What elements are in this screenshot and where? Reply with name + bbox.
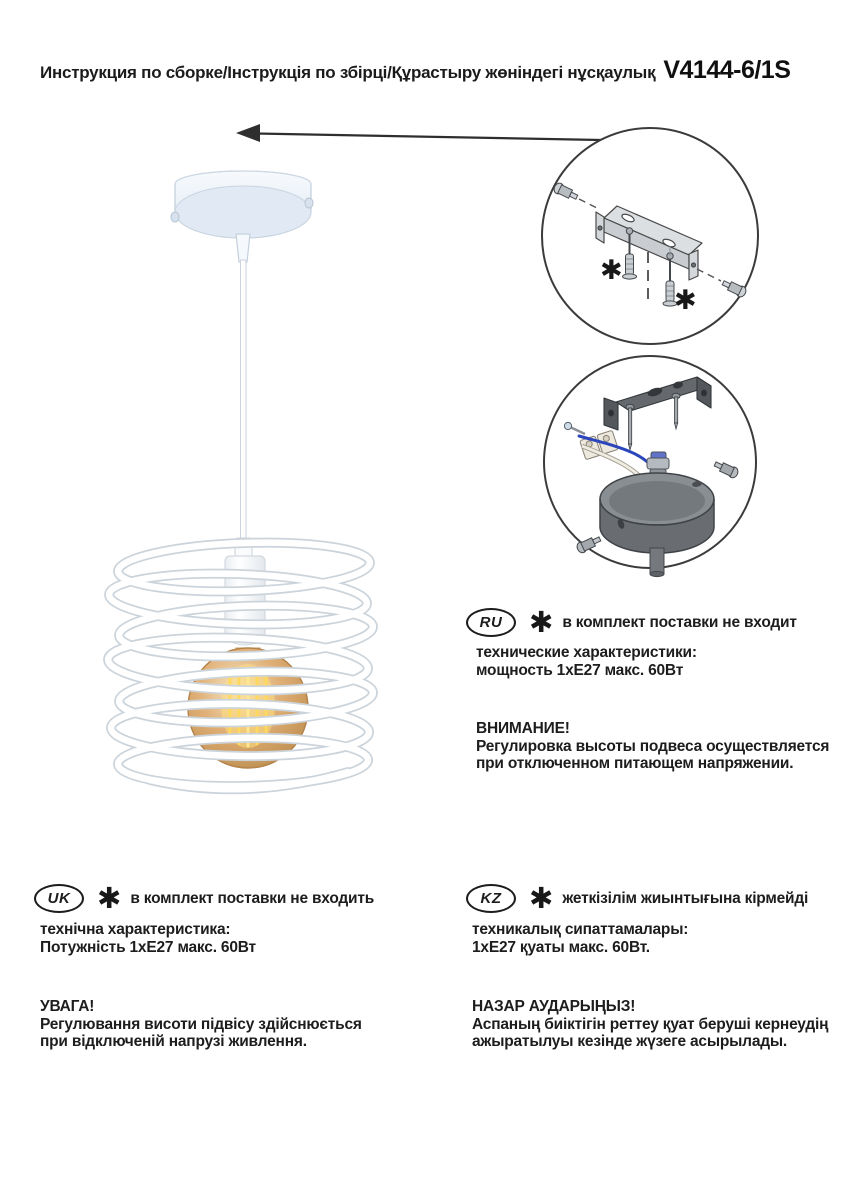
kz-warning-title: НАЗАР АУДАРЫҢЫЗ! [472, 998, 636, 1015]
asterisk-icon: ✱ [529, 881, 554, 915]
uk-warning-line: Регулювання висоти підвісу здійснюється [40, 1015, 362, 1033]
ru-specs [476, 644, 697, 679]
canopy-side-screw [305, 198, 313, 208]
title-bar [40, 56, 840, 85]
ground-pin-head [564, 422, 571, 429]
ru-not-included-note: в комплект поставки не входит [562, 613, 797, 631]
uk-not-included-note: в комплект поставки не входить [130, 889, 375, 907]
ru-warning-title: ВНИМАНИЕ! [476, 720, 570, 737]
kz-warning-line: ажыратылуы кезінде жүзеге асырылады. [472, 1033, 788, 1050]
document-title: Инструкция по сборке/Інструкція по збірці/Құрастыру жөніндегі нұсқаулық [40, 63, 656, 82]
uk-warning [40, 998, 362, 1051]
kz-language-row [466, 881, 809, 915]
model-number: V4144-6/1S [663, 56, 791, 84]
uk-specs-title: технічна характеристика: [40, 921, 231, 938]
ru-language-row [466, 605, 797, 639]
ceiling-canopy [171, 171, 313, 262]
kz-specs-value: 1хЕ27 қуаты макс. 60Вт. [472, 938, 650, 956]
asterisk-mark-2: ✱ [674, 285, 697, 316]
arrowhead-left-icon [236, 124, 260, 142]
uk-warning-line: при відключеній напрузі живлення. [40, 1033, 307, 1050]
canopy-stem [650, 548, 664, 577]
canopy-cup [600, 473, 714, 553]
kz-specs-title: техникалық сипаттамалары: [472, 921, 689, 938]
uk-warning-title: УВАГА! [40, 998, 95, 1015]
pendant-lamp [107, 171, 374, 789]
bracket-detail-circle [542, 128, 758, 344]
canopy-detail-circle [544, 356, 756, 577]
kz-warning-line: Аспаның биіктігін реттеу қуат беруші кернеудің [472, 1015, 829, 1033]
kz-specs [472, 921, 688, 956]
ru-warning [476, 720, 829, 773]
uk-language-row [34, 881, 375, 915]
asterisk-icon: ✱ [97, 881, 122, 915]
canopy-side-screw [171, 212, 179, 222]
kz-warning [472, 998, 828, 1051]
asterisk-icon: ✱ [529, 605, 554, 639]
uk-language-badge: UK [34, 884, 84, 913]
asterisk-mark-1: ✱ [600, 255, 623, 286]
uk-specs [40, 921, 256, 956]
ru-specs-value: мощность 1хЕ27 макс. 60Вт [476, 661, 684, 679]
power-cord [241, 260, 247, 558]
ru-language-badge: RU [466, 608, 516, 637]
strain-relief [236, 234, 250, 262]
kz-language-badge: KZ [466, 884, 516, 913]
uk-specs-value: Потужність 1хЕ27 макс. 60Вт [40, 938, 256, 956]
callout-arrow [236, 124, 601, 142]
ru-warning-line: Регулировка высоты подвеса осуществляется [476, 737, 830, 755]
ru-warning-line: при отключенном питающем напряжении. [476, 755, 794, 772]
kz-not-included-note: жеткізілім жиынтығына кірмейді [562, 889, 809, 907]
ru-specs-title: технические характеристики: [476, 644, 697, 661]
